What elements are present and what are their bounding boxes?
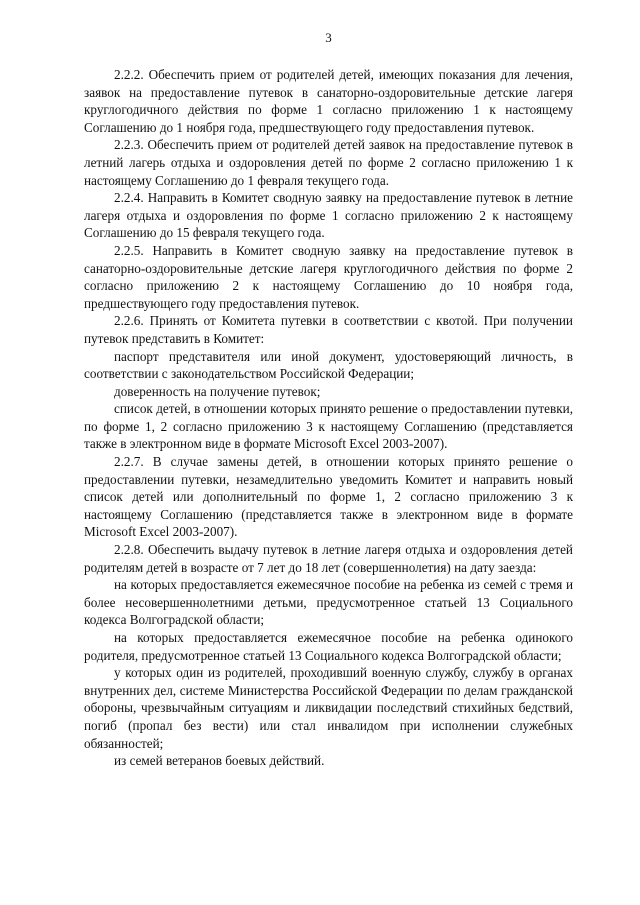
list-item-combat-veterans: из семей ветеранов боевых действий. [114,753,325,769]
list-item-power-of-attorney: доверенность на получение путевок; [114,383,321,399]
clause-2-2-5: 2.2.5. Направить в Комитет сводную заявку на предоставление путевок в санаторно-оздоровительные детские лагеря круглогодичного действия по форме 2 согласно приложению 2 к настоящему Соглашению до 10 ноября года, предшествующего году предоставления путевок. [84,242,573,311]
clause-2-2-6: 2.2.6. Принять от Комитета путевки в соответствии с квотой. При получении путевок представить в Комитет: [84,313,573,346]
clause-2-2-8: 2.2.8. Обеспечить выдачу путевок в летние лагеря отдыха и оздоровления детей родителям детей в возрасте от 7 лет до 18 лет (совершеннолетия) на дату заезда: [84,542,573,575]
clause-2-2-3: 2.2.3. Обеспечить прием от родителей детей заявок на предоставление путевок в летний лагерь отдыха и оздоровления детей по форме 2 согласно приложению 1 к настоящему Соглашению до 1 февраля текущего года. [84,137,573,188]
clause-2-2-7: 2.2.7. В случае замены детей, в отношении которых принято решение о предоставлении путевки, незамедлительно уведомить Комитет и направить новый список детей или дополнительный по форме 1, 2 согласно приложению 3 к настоящему Соглашению (представляется также в электронном виде в формате Microsoft Excel 2003-2007). [84,454,573,540]
clause-2-2-2: 2.2.2. Обеспечить прием от родителей детей, имеющих показания для лечения, заявок на предоставление путевок в санаторно-оздоровительные детские лагеря круглогодичного действия по форме 1 согласно приложению 1 к настоящему Соглашению до 1 ноября года, предшествующего году предоставления путевок. [84,67,573,135]
list-item-large-families: на которых предоставляется ежемесячное пособие на ребенка из семей с тремя и более несовершеннолетними детьми, предусмотренное статьей 13 Социального кодекса Волгоградской области; [84,577,573,628]
list-item-single-parent: на которых предоставляется ежемесячное пособие на ребенка одинокого родителя, предусмотренное статьей 13 Социального кодекса Волгоградской области; [84,630,573,663]
list-item-service-members: у которых один из родителей, проходивший военную службу, службу в органах внутренних дел, системе Министерства Российской Федерации по делам гражданской обороны, чрезвычайным ситуациям и ликвидации последствий стихийных бедствий, погиб (пропал без вести) или стал инвалидом при исполнении служебных обязанностей; [84,665,573,751]
document-page [84,30,573,770]
page-number: 3 [325,30,332,45]
list-item-passport: паспорт представителя или иной документ, удостоверяющий личность, в соответствии с законодательством Российской Федерации; [84,348,573,382]
clause-2-2-4: 2.2.4. Направить в Комитет сводную заявку на предоставление путевок в летние лагеря отдыха и оздоровления по форме 1 согласно приложению 2 к настоящему Соглашению до 15 февраля текущего года. [84,190,573,241]
list-item-children-list: список детей, в отношении которых принято решение о предоставлении путевки, по форме 1, 2 согласно приложению 3 к настоящему Соглашению (представляется также в электронном виде в формате Microsoft Excel 2003-2007). [84,401,573,452]
